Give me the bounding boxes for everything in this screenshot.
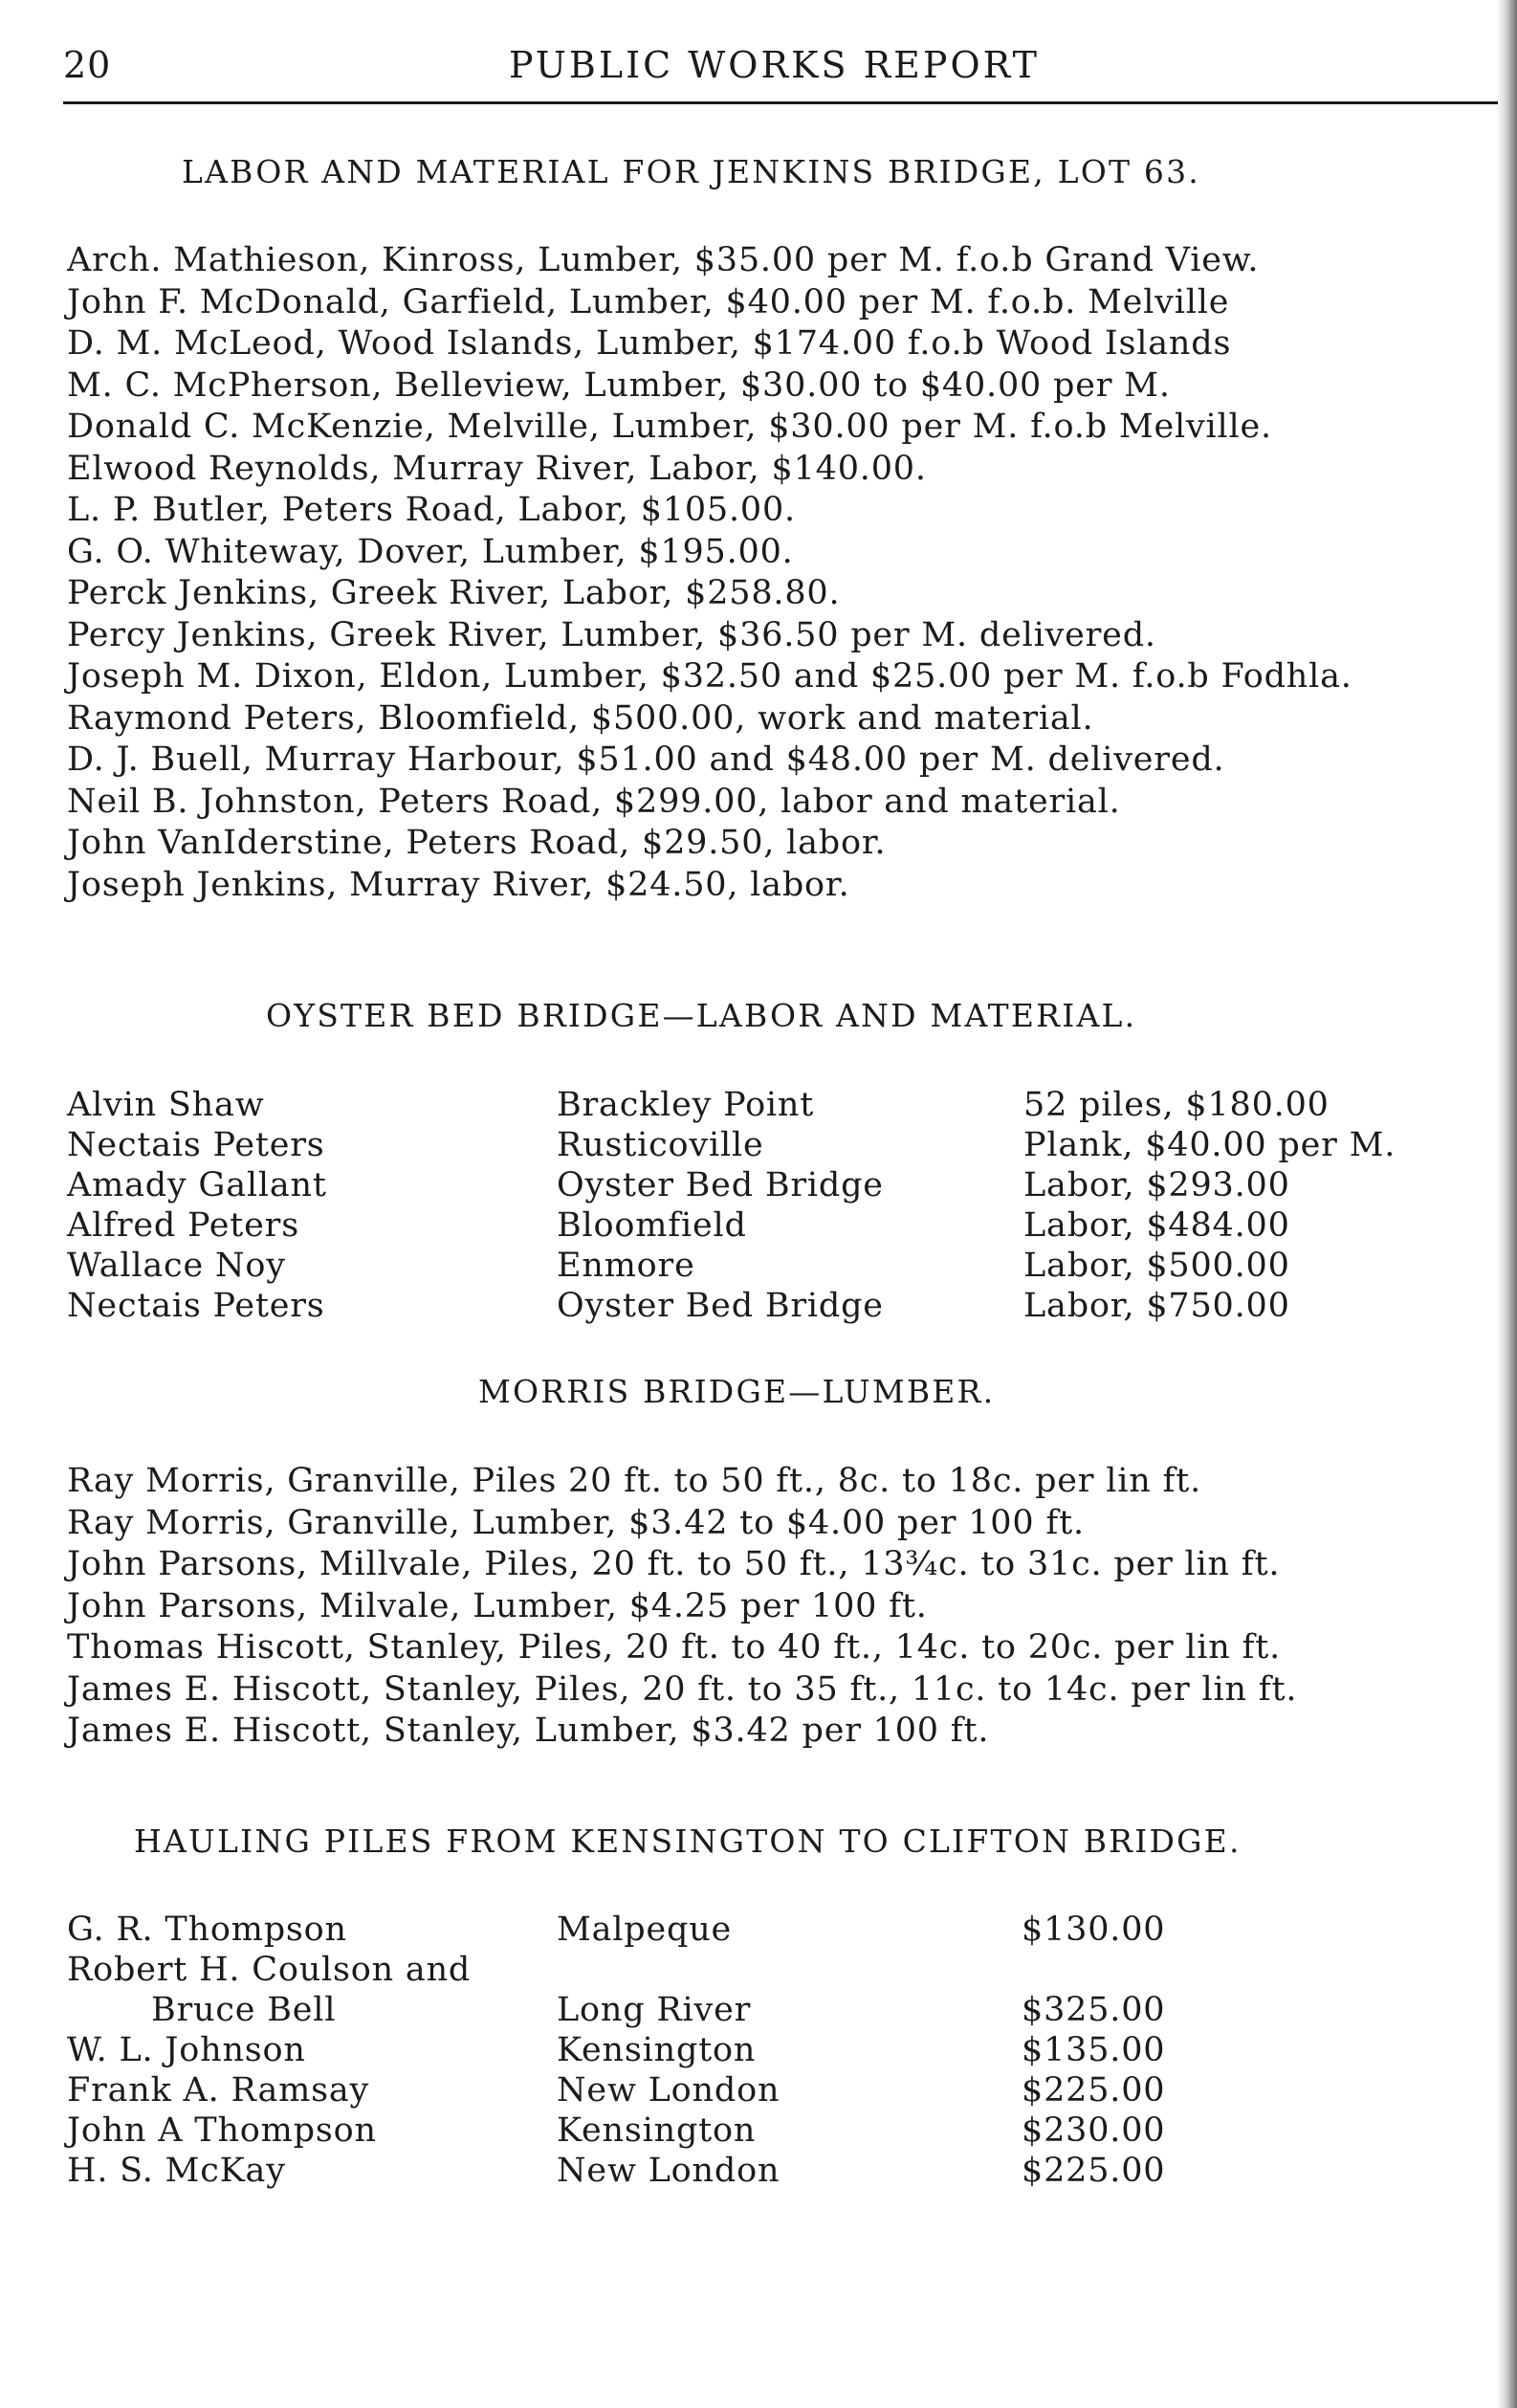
- amount-cell: $225.00: [1022, 2152, 1166, 2190]
- name-cell: Robert H. Coulson and: [67, 1951, 472, 1989]
- list-item: M. C. McPherson, Belleview, Lumber, $30.00 to $40.00 per M.: [67, 365, 1171, 405]
- running-title: PUBLIC WORKS REPORT: [509, 44, 1040, 86]
- item-cell: Labor, $750.00: [1023, 1287, 1290, 1325]
- amount-cell: $225.00: [1022, 2071, 1166, 2110]
- list-item: L. P. Butler, Peters Road, Labor, $105.00.: [67, 491, 796, 529]
- name-cell: Amady Gallant: [67, 1166, 327, 1204]
- place-cell: Malpeque: [557, 1911, 733, 1949]
- item-cell: Labor, $293.00: [1023, 1166, 1290, 1204]
- name-cell: Nectais Peters: [67, 1287, 325, 1325]
- item-cell: Labor, $484.00: [1023, 1206, 1290, 1245]
- list-item: Ray Morris, Granville, Lumber, $3.42 to $4.00 per 100 ft.: [67, 1503, 1085, 1542]
- list-item: Raymond Peters, Bloomfield, $500.00, work and material.: [67, 698, 1094, 738]
- place-cell: Enmore: [557, 1247, 695, 1285]
- list-item: Percy Jenkins, Greek River, Lumber, $36.50 per M. delivered.: [67, 615, 1156, 654]
- amount-cell: $230.00: [1022, 2111, 1166, 2150]
- name-cell: Alvin Shaw: [67, 1086, 265, 1124]
- place-cell: Oyster Bed Bridge: [557, 1166, 884, 1204]
- list-item: John Parsons, Milvale, Lumber, $4.25 per 100 ft.: [67, 1586, 928, 1625]
- name-cell: W. L. Johnson: [67, 2031, 306, 2069]
- page-number: 20: [63, 44, 112, 86]
- place-cell: Kensington: [557, 2031, 757, 2069]
- list-item: Ray Morris, Granville, Piles 20 ft. to 50 ft., 8c. to 18c. per lin ft.: [67, 1462, 1202, 1500]
- name-cell: Nectais Peters: [67, 1126, 325, 1164]
- list-item: Joseph M. Dixon, Eldon, Lumber, $32.50 and $25.00 per M. f.o.b Fodhla.: [67, 657, 1352, 696]
- item-cell: Plank, $40.00 per M.: [1023, 1126, 1396, 1164]
- amount-cell: $130.00: [1022, 1911, 1166, 1949]
- amount-cell: $325.00: [1022, 1991, 1166, 2029]
- section-title-morris: MORRIS BRIDGE—LUMBER.: [478, 1373, 996, 1410]
- list-item: Arch. Mathieson, Kinross, Lumber, $35.00 per M. f.o.b Grand View.: [67, 241, 1260, 279]
- page-header: [63, 36, 1498, 103]
- amount-cell: $135.00: [1022, 2031, 1166, 2069]
- list-item: James E. Hiscott, Stanley, Piles, 20 ft. to 35 ft., 11c. to 14c. per lin ft.: [67, 1669, 1298, 1709]
- list-item: Joseph Jenkins, Murray River, $24.50, labor.: [67, 865, 850, 904]
- list-item: John F. McDonald, Garfield, Lumber, $40.00 per M. f.o.b. Melville: [67, 282, 1230, 321]
- list-item: Donald C. McKenzie, Melville, Lumber, $30.00 per M. f.o.b Melville.: [67, 408, 1272, 446]
- place-cell: Bloomfield: [557, 1206, 747, 1245]
- section-title-jenkins: LABOR AND MATERIAL FOR JENKINS BRIDGE, LOT 63.: [182, 153, 1200, 190]
- list-item: Neil B. Johnston, Peters Road, $299.00, labor and material.: [67, 782, 1121, 821]
- name-cell: Alfred Peters: [67, 1206, 299, 1245]
- name-cell: G. R. Thompson: [67, 1911, 347, 1949]
- header-rule: [63, 101, 1498, 104]
- list-item: Elwood Reynolds, Murray River, Labor, $140.00.: [67, 449, 927, 488]
- morris-list: [67, 1461, 1297, 1753]
- list-item: D. J. Buell, Murray Harbour, $51.00 and $48.00 per M. delivered.: [67, 740, 1225, 779]
- list-item: D. M. McLeod, Wood Islands, Lumber, $174.00 f.o.b Wood Islands: [67, 324, 1232, 363]
- name-cell: Frank A. Ramsay: [67, 2071, 370, 2110]
- list-item: Perck Jenkins, Greek River, Labor, $258.80.: [67, 574, 841, 612]
- jenkins-list: [67, 240, 1352, 906]
- list-item: Thomas Hiscott, Stanley, Piles, 20 ft. to 40 ft., 14c. to 20c. per lin ft.: [67, 1628, 1282, 1667]
- item-cell: Labor, $500.00: [1023, 1247, 1290, 1285]
- section-title-hauling: HAULING PILES FROM KENSINGTON TO CLIFTON BRIDGE.: [134, 1823, 1242, 1860]
- place-cell: Long River: [557, 1991, 752, 2029]
- list-item: John VanIderstine, Peters Road, $29.50, labor.: [67, 824, 887, 862]
- name-cell: John A Thompson: [67, 2111, 377, 2150]
- list-item: G. O. Whiteway, Dover, Lumber, $195.00.: [67, 532, 794, 571]
- place-cell: Oyster Bed Bridge: [557, 1287, 884, 1325]
- item-cell: 52 piles, $180.00: [1023, 1086, 1330, 1124]
- section-title-oyster-bed: OYSTER BED BRIDGE—LABOR AND MATERIAL.: [266, 997, 1137, 1034]
- list-item: John Parsons, Millvale, Piles, 20 ft. to 50 ft., 13¾c. to 31c. per lin ft.: [67, 1545, 1281, 1583]
- list-item: James E. Hiscott, Stanley, Lumber, $3.42 per 100 ft.: [67, 1712, 990, 1750]
- page-edge-shadow: [1496, 0, 1517, 2408]
- name-cell: Wallace Noy: [67, 1247, 286, 1285]
- name-cell: Bruce Bell: [151, 1991, 337, 2029]
- place-cell: Rusticoville: [557, 1126, 764, 1164]
- place-cell: Brackley Point: [557, 1086, 815, 1124]
- name-cell: H. S. McKay: [67, 2152, 286, 2190]
- place-cell: Kensington: [557, 2111, 757, 2150]
- place-cell: New London: [557, 2071, 780, 2110]
- place-cell: New London: [557, 2152, 780, 2190]
